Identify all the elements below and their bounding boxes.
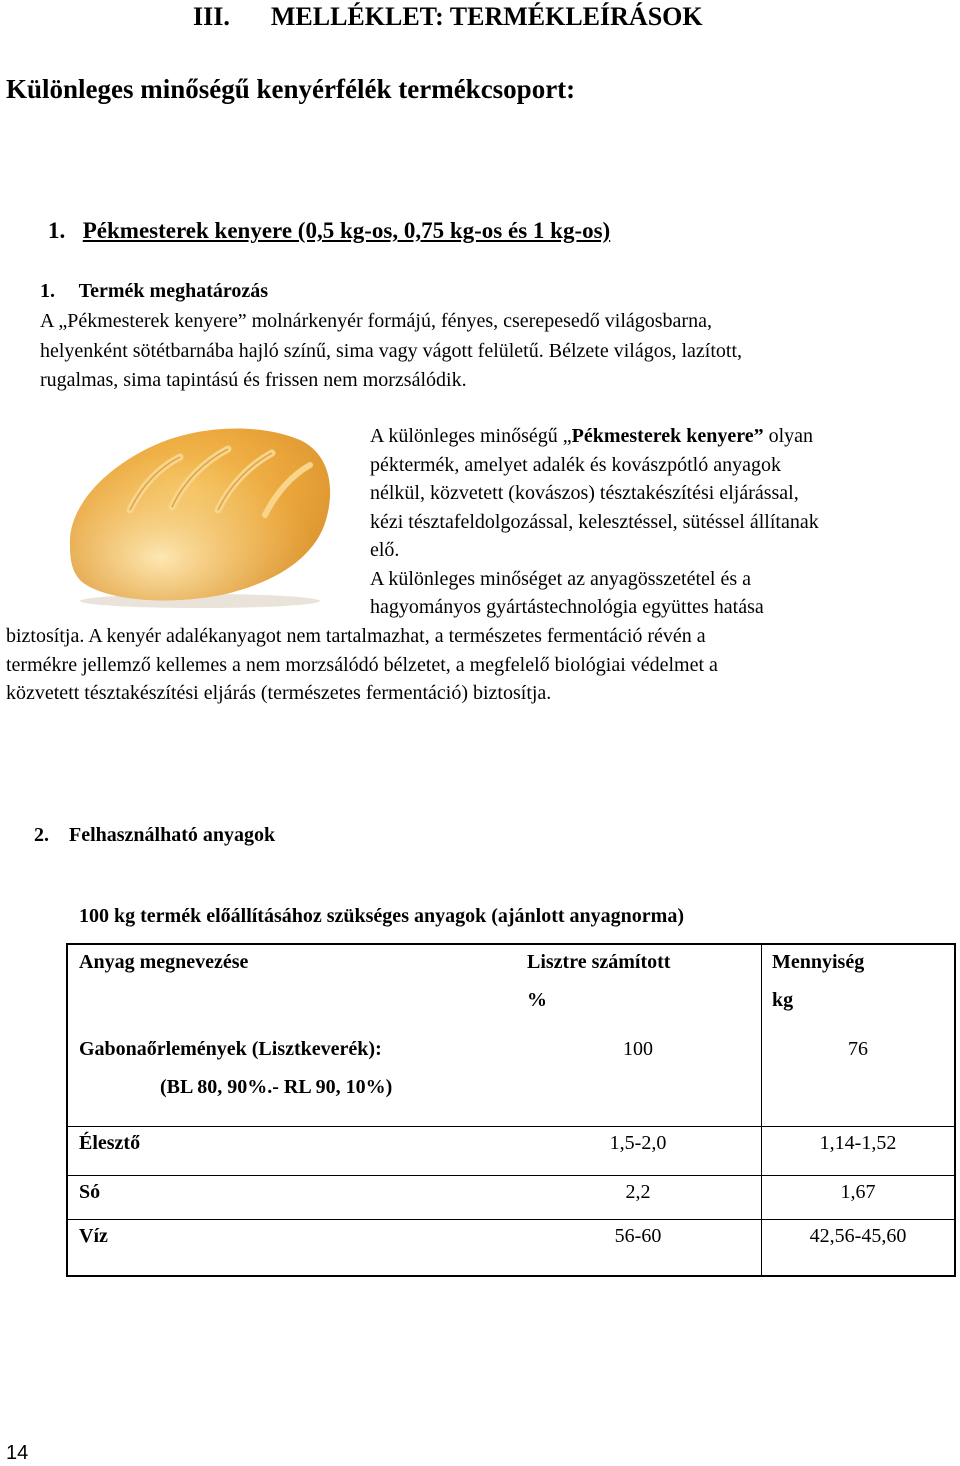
annex-number: III. bbox=[193, 2, 230, 31]
side-text-line-7: hagyományos gyártástechnológia együttes hatása bbox=[370, 596, 764, 618]
section1-line-3: rugalmas, sima tapintású és frissen nem morzsálódik. bbox=[40, 369, 467, 391]
header-material-label: Anyag megnevezése bbox=[79, 951, 249, 973]
page-number: 14 bbox=[6, 1442, 29, 1464]
bread-image bbox=[60, 415, 338, 610]
annex-heading bbox=[193, 2, 703, 32]
product-title bbox=[48, 218, 610, 244]
annex-title: MELLÉKLET: TERMÉKLEÍRÁSOK bbox=[270, 2, 703, 31]
section1-title: Termék meghatározás bbox=[78, 280, 269, 302]
row-pct-grain: 100 bbox=[623, 1038, 653, 1060]
row-kg-water: 42,56-45,60 bbox=[762, 1220, 956, 1277]
product-number: 1. bbox=[48, 218, 66, 243]
row-name-grain bbox=[67, 1037, 515, 1127]
row-kg-grain: 76 bbox=[762, 1037, 956, 1127]
row-pct-water: 56-60 bbox=[515, 1220, 762, 1277]
section1-line-2: helyenként sötétbarnába hajló színű, sima vagy vágott felületű. Bélzete világos, lazított, bbox=[40, 340, 743, 362]
side-text-line-4: kézi tésztafeldolgozással, kelesztéssel, sütéssel állítanak bbox=[370, 511, 819, 533]
row-name-yeast: Élesztő bbox=[67, 1127, 515, 1176]
product-name-bold: Pékmesterek kenyere bbox=[571, 425, 754, 447]
product-name: Pékmesterek kenyere (0,5 kg-os, 0,75 kg-os és 1 kg-os) bbox=[82, 218, 611, 243]
table-header-row bbox=[67, 944, 955, 1037]
section1-line-1: A „Pékmesterek kenyere” molnárkenyér formájú, fényes, cserepesedő világosbarna, bbox=[40, 310, 712, 332]
materials-table bbox=[66, 943, 956, 1277]
header-flour-percent-line2: % bbox=[527, 989, 547, 1011]
row-name-salt: Só bbox=[67, 1176, 515, 1220]
table-caption: 100 kg termék előállításához szükséges anyagok (ajánlott anyagnorma) bbox=[79, 905, 684, 927]
side-text-line-5: elő. bbox=[370, 539, 400, 561]
section1-number: 1. bbox=[40, 280, 55, 302]
table-row bbox=[67, 1220, 955, 1277]
row-kg-yeast: 1,14-1,52 bbox=[762, 1127, 956, 1176]
row-name-grain-sub: (BL 80, 90%.- RL 90, 10%) bbox=[160, 1076, 393, 1098]
side-text-suffix: olyan bbox=[763, 425, 814, 447]
closing-quote: ” bbox=[753, 425, 764, 447]
body-line-1: biztosítja. A kenyér adalékanyagot nem tartalmazhat, a természetes fermentáció révén a bbox=[6, 625, 706, 647]
group-title: Különleges minőségű kenyérfélék termékcsoport: bbox=[6, 74, 576, 104]
side-text-line-6: A különleges minőséget az anyagösszetétel és a bbox=[370, 568, 751, 590]
body-line-2: termékre jellemző kellemes a nem morzsálódó bélzetet, a megfelelő biológiai védelmet a bbox=[6, 654, 718, 676]
side-text-line-3: nélkül, közvetett (kovászos) tésztakészítési eljárással, bbox=[370, 482, 799, 504]
row-name-grain-main: Gabonaőrlemények (Lisztkeverék): bbox=[79, 1038, 382, 1060]
header-quantity-line2: kg bbox=[772, 989, 794, 1011]
header-quantity bbox=[762, 944, 956, 1037]
row-pct-salt: 2,2 bbox=[515, 1176, 762, 1220]
side-text-line-2: péktermék, amelyet adalék és kovászpótló anyagok bbox=[370, 454, 781, 476]
header-material bbox=[67, 944, 515, 1037]
section2-number: 2. bbox=[34, 824, 49, 846]
row-name-water: Víz bbox=[67, 1220, 515, 1277]
header-flour-percent bbox=[515, 944, 762, 1037]
side-text-line-1 bbox=[370, 422, 813, 450]
body-line-3: közvetett tésztakészítési eljárás (természetes fermentáció) biztosítja. bbox=[6, 682, 552, 704]
section1-heading bbox=[40, 280, 268, 303]
section2-heading bbox=[34, 824, 275, 847]
header-flour-percent-line1: Lisztre számított bbox=[527, 951, 671, 973]
table-row bbox=[67, 1176, 955, 1220]
table-row bbox=[67, 1037, 955, 1127]
table-row bbox=[67, 1127, 955, 1176]
section2-title: Felhasználható anyagok bbox=[69, 824, 276, 846]
row-pct-yeast: 1,5-2,0 bbox=[515, 1127, 762, 1176]
side-text-prefix: A különleges minőségű „ bbox=[370, 425, 572, 447]
row-kg-salt: 1,67 bbox=[762, 1176, 956, 1220]
header-quantity-line1: Mennyiség bbox=[772, 951, 865, 973]
